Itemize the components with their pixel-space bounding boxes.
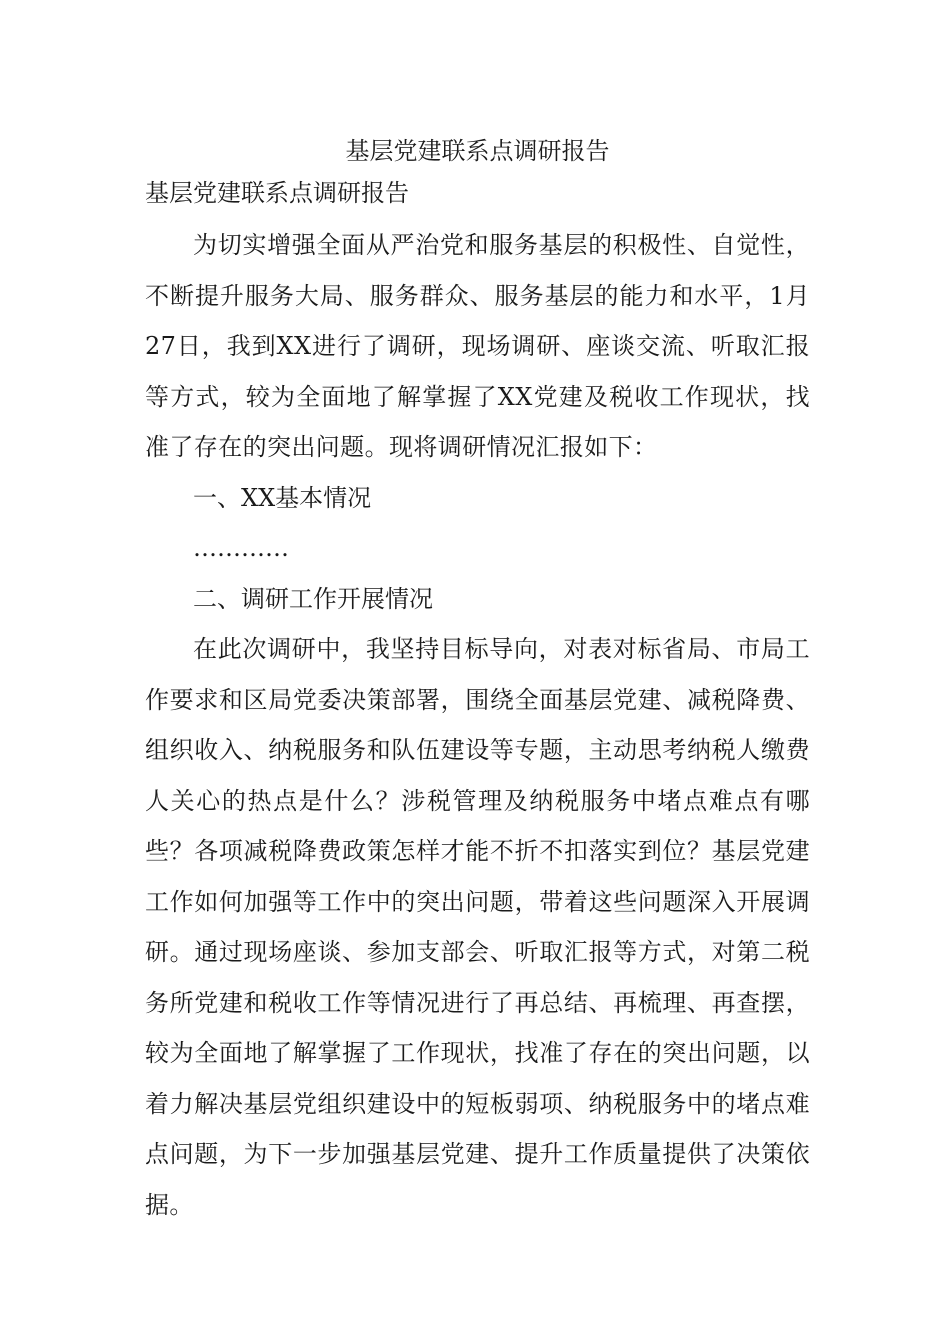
document-body xyxy=(145,130,810,1230)
document-subtitle: 基层党建联系点调研报告 xyxy=(145,179,409,207)
section-heading-research-work: 二、调研工作开展情况 xyxy=(193,584,433,613)
intro-paragraph: 为切实增强全面从严治党和服务基层的积极性、自觉性，不断提升服务大局、服务群众、服务基层的能力和水平，1月27日，我到XX进行了调研，现场调研、座谈交流、听取汇报等方式，较为全面地了解掌握了XX党建及税收工作现状，找准了存在的突出问题。现将调研情况汇报如下： xyxy=(145,231,810,461)
ellipsis-placeholder: ………… xyxy=(193,534,289,562)
research-paragraph: 在此次调研中，我坚持目标导向，对表对标省局、市局工作要求和区局党委决策部署，围绕全面基层党建、减税降费、组织收入、纳税服务和队伍建设等专题，主动思考纳税人缴费人关心的热点是什么？涉税管理及纳税服务中堵点难点有哪些？各项减税降费政策怎样才能不折不扣落实到位？基层党建工作如何加强等工作中的突出问题，带着这些问题深入开展调研。通过现场座谈、参加支部会、听取汇报等方式，对第二税务所党建和税收工作等情况进行了再总结、再梳理、再查摆，较为全面地了解掌握了工作现状，找准了存在的突出问题，以着力解决基层党组织建设中的短板弱项、纳税服务中的堵点难点问题，为下一步加强基层党建、提升工作质量提供了决策依据。 xyxy=(145,635,810,1219)
document-title: 基层党建联系点调研报告 xyxy=(345,137,610,165)
section-heading-basic-info: 一、XX基本情况 xyxy=(193,483,372,512)
